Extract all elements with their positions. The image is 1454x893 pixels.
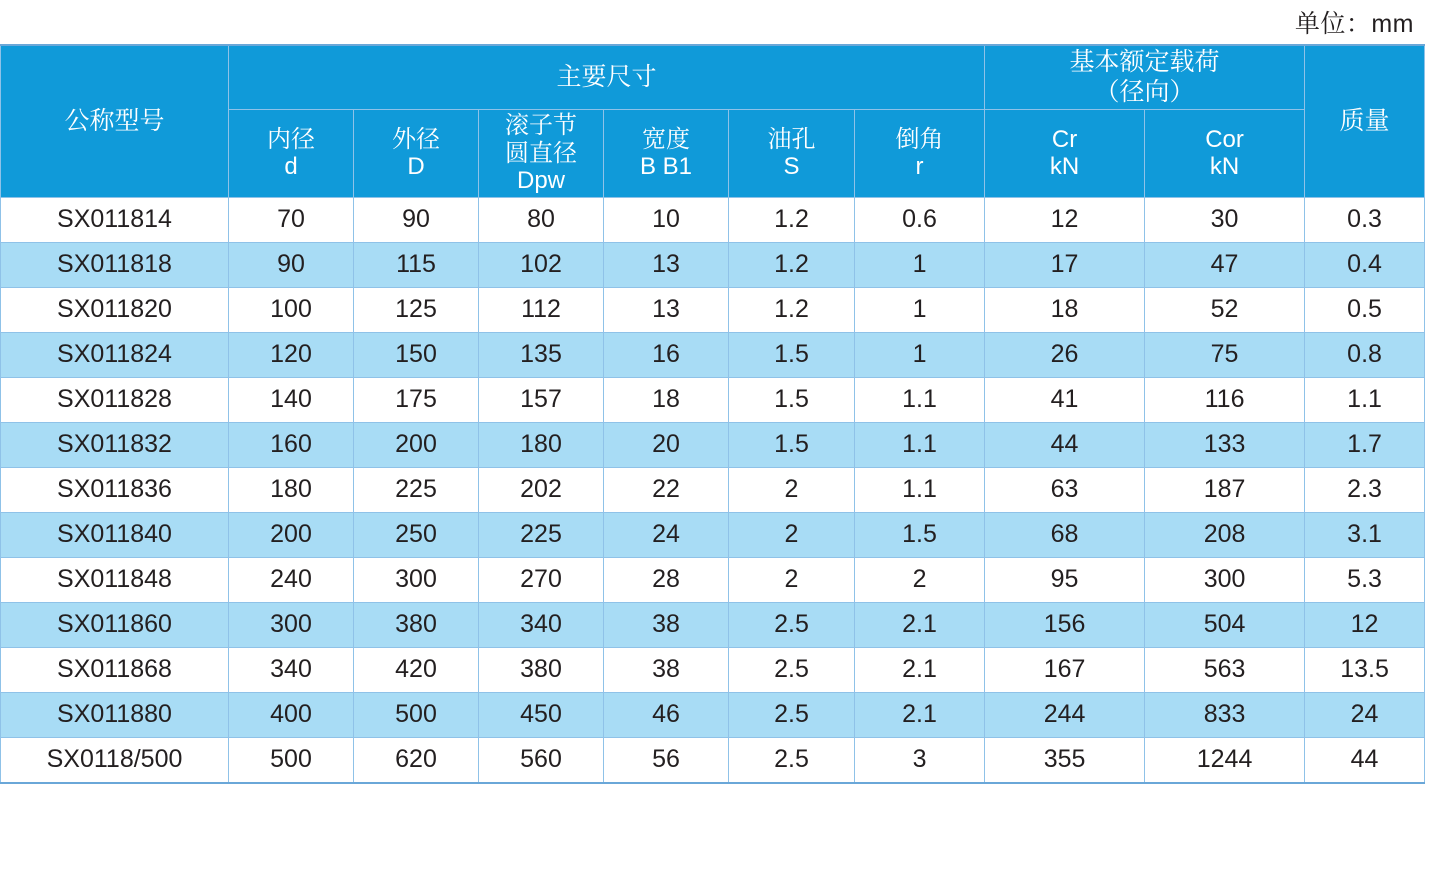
unit-note xyxy=(0,0,1424,44)
table-row xyxy=(1,512,1425,557)
cell-inner-diameter: 100 xyxy=(229,287,354,332)
cell-oil-hole: 1.2 xyxy=(729,287,855,332)
cell-cor: 75 xyxy=(1145,332,1305,377)
cell-model: SX011818 xyxy=(1,242,229,287)
cell-roller-pitch-diameter: 102 xyxy=(479,242,604,287)
header-col-cor-line2: kN xyxy=(1209,153,1240,181)
header-col-chamfer xyxy=(855,110,985,198)
cell-mass: 3.1 xyxy=(1305,512,1425,557)
cell-inner-diameter: 400 xyxy=(229,692,354,737)
cell-mass: 0.8 xyxy=(1305,332,1425,377)
cell-inner-diameter: 200 xyxy=(229,512,354,557)
cell-mass: 0.4 xyxy=(1305,242,1425,287)
table-row xyxy=(1,737,1425,783)
table-row xyxy=(1,467,1425,512)
header-group-basic-load-rating xyxy=(985,45,1305,110)
cell-roller-pitch-diameter: 202 xyxy=(479,467,604,512)
cell-chamfer: 1 xyxy=(855,242,985,287)
header-col-cor-line1: Cor xyxy=(1205,125,1244,153)
table-row xyxy=(1,602,1425,647)
header-group-mass: 质量 xyxy=(1305,45,1425,197)
cell-roller-pitch-diameter: 180 xyxy=(479,422,604,467)
cell-chamfer: 1.1 xyxy=(855,467,985,512)
header-col-cr xyxy=(985,110,1145,198)
table-row xyxy=(1,692,1425,737)
cell-width: 38 xyxy=(604,602,729,647)
cell-model: SX011820 xyxy=(1,287,229,332)
cell-roller-pitch-diameter: 112 xyxy=(479,287,604,332)
cell-inner-diameter: 240 xyxy=(229,557,354,602)
cell-mass: 44 xyxy=(1305,737,1425,783)
cell-chamfer: 1.1 xyxy=(855,377,985,422)
cell-mass: 13.5 xyxy=(1305,647,1425,692)
header-col-outer-diameter-line1: 外径 xyxy=(392,125,440,153)
cell-chamfer: 2.1 xyxy=(855,602,985,647)
cell-inner-diameter: 180 xyxy=(229,467,354,512)
cell-oil-hole: 2.5 xyxy=(729,692,855,737)
header-col-outer-diameter-line2: D xyxy=(407,153,425,181)
header-col-oil-hole-line1: 油孔 xyxy=(767,125,816,153)
cell-roller-pitch-diameter: 80 xyxy=(479,197,604,242)
cell-model: SX011836 xyxy=(1,467,229,512)
cell-width: 56 xyxy=(604,737,729,783)
cell-cr: 17 xyxy=(985,242,1145,287)
header-col-roller-pitch-diameter-line1: 滚子节 xyxy=(505,112,577,139)
cell-cor: 208 xyxy=(1145,512,1305,557)
cell-model: SX011848 xyxy=(1,557,229,602)
cell-outer-diameter: 300 xyxy=(354,557,479,602)
cell-model: SX011880 xyxy=(1,692,229,737)
table-row xyxy=(1,197,1425,242)
cell-mass: 1.7 xyxy=(1305,422,1425,467)
cell-model: SX011814 xyxy=(1,197,229,242)
cell-roller-pitch-diameter: 225 xyxy=(479,512,604,557)
table-head xyxy=(1,45,1454,197)
cell-roller-pitch-diameter: 340 xyxy=(479,602,604,647)
cell-model: SX0118/500 xyxy=(1,737,229,783)
cell-outer-diameter: 125 xyxy=(354,287,479,332)
header-col-outer-diameter xyxy=(354,110,479,198)
header-col-width-line2: B B1 xyxy=(639,153,693,181)
table-row xyxy=(1,332,1425,377)
header-col-inner-diameter xyxy=(229,110,354,198)
cell-model: SX011824 xyxy=(1,332,229,377)
cell-oil-hole: 1.5 xyxy=(729,422,855,467)
cell-width: 22 xyxy=(604,467,729,512)
cell-cor: 187 xyxy=(1145,467,1305,512)
cell-cr: 44 xyxy=(985,422,1145,467)
header-group-main-dimensions: 主要尺寸 xyxy=(229,45,985,110)
cell-width: 46 xyxy=(604,692,729,737)
header-col-roller-pitch-diameter-line3: Dpw xyxy=(516,167,565,195)
cell-inner-diameter: 300 xyxy=(229,602,354,647)
cell-inner-diameter: 140 xyxy=(229,377,354,422)
cell-width: 16 xyxy=(604,332,729,377)
cell-outer-diameter: 620 xyxy=(354,737,479,783)
cell-mass: 0.5 xyxy=(1305,287,1425,332)
cell-outer-diameter: 175 xyxy=(354,377,479,422)
cell-cor: 30 xyxy=(1145,197,1305,242)
cell-width: 28 xyxy=(604,557,729,602)
cell-outer-diameter: 380 xyxy=(354,602,479,647)
cell-cr: 95 xyxy=(985,557,1145,602)
cell-inner-diameter: 500 xyxy=(229,737,354,783)
cell-oil-hole: 2.5 xyxy=(729,737,855,783)
cell-cr: 355 xyxy=(985,737,1145,783)
cell-outer-diameter: 420 xyxy=(354,647,479,692)
header-col-chamfer-line2: r xyxy=(915,153,924,181)
cell-chamfer: 3 xyxy=(855,737,985,783)
cell-oil-hole: 1.2 xyxy=(729,197,855,242)
cell-inner-diameter: 90 xyxy=(229,242,354,287)
cell-chamfer: 1.5 xyxy=(855,512,985,557)
header-model: 公称型号 xyxy=(1,45,229,197)
cell-outer-diameter: 150 xyxy=(354,332,479,377)
cell-mass: 12 xyxy=(1305,602,1425,647)
cell-width: 13 xyxy=(604,287,729,332)
cell-roller-pitch-diameter: 270 xyxy=(479,557,604,602)
cell-roller-pitch-diameter: 560 xyxy=(479,737,604,783)
header-col-cor xyxy=(1145,110,1305,198)
header-col-width-line1: 宽度 xyxy=(642,125,690,153)
cell-oil-hole: 2.5 xyxy=(729,602,855,647)
cell-outer-diameter: 500 xyxy=(354,692,479,737)
cell-cor: 52 xyxy=(1145,287,1305,332)
cell-oil-hole: 1.5 xyxy=(729,332,855,377)
cell-model: SX011828 xyxy=(1,377,229,422)
cell-width: 24 xyxy=(604,512,729,557)
cell-oil-hole: 2 xyxy=(729,512,855,557)
cell-inner-diameter: 160 xyxy=(229,422,354,467)
cell-model: SX011840 xyxy=(1,512,229,557)
cell-mass: 2.3 xyxy=(1305,467,1425,512)
cell-mass: 24 xyxy=(1305,692,1425,737)
cell-cr: 156 xyxy=(985,602,1145,647)
cell-cor: 300 xyxy=(1145,557,1305,602)
cell-outer-diameter: 90 xyxy=(354,197,479,242)
cell-chamfer: 0.6 xyxy=(855,197,985,242)
cell-cor: 563 xyxy=(1145,647,1305,692)
header-group-load-line1: 基本额定载荷 xyxy=(1069,48,1220,76)
table-row xyxy=(1,557,1425,602)
cell-outer-diameter: 225 xyxy=(354,467,479,512)
cell-chamfer: 1.1 xyxy=(855,422,985,467)
cell-cor: 133 xyxy=(1145,422,1305,467)
cell-chamfer: 1 xyxy=(855,287,985,332)
table-body xyxy=(1,197,1425,783)
table-row xyxy=(1,287,1425,332)
cell-chamfer: 2 xyxy=(855,557,985,602)
cell-cor: 1244 xyxy=(1145,737,1305,783)
cell-cr: 167 xyxy=(985,647,1145,692)
cell-mass: 5.3 xyxy=(1305,557,1425,602)
table-row xyxy=(1,242,1425,287)
cell-roller-pitch-diameter: 380 xyxy=(479,647,604,692)
header-col-roller-pitch-diameter xyxy=(479,110,604,198)
cell-mass: 1.1 xyxy=(1305,377,1425,422)
cell-model: SX011860 xyxy=(1,602,229,647)
table-row xyxy=(1,422,1425,467)
cell-width: 13 xyxy=(604,242,729,287)
cell-model: SX011832 xyxy=(1,422,229,467)
cell-width: 38 xyxy=(604,647,729,692)
cell-cor: 47 xyxy=(1145,242,1305,287)
bearing-spec-table xyxy=(0,44,1454,784)
cell-outer-diameter: 115 xyxy=(354,242,479,287)
cell-width: 18 xyxy=(604,377,729,422)
cell-cr: 18 xyxy=(985,287,1145,332)
cell-chamfer: 2.1 xyxy=(855,647,985,692)
cell-inner-diameter: 70 xyxy=(229,197,354,242)
cell-cr: 41 xyxy=(985,377,1145,422)
header-col-inner-diameter-line1: 内径 xyxy=(267,125,315,153)
cell-cor: 833 xyxy=(1145,692,1305,737)
header-col-cr-line1: Cr xyxy=(1051,125,1078,153)
cell-width: 10 xyxy=(604,197,729,242)
header-col-cr-line2: kN xyxy=(1049,153,1080,181)
header-col-oil-hole xyxy=(729,110,855,198)
cell-oil-hole: 2.5 xyxy=(729,647,855,692)
header-group-load-line2: （径向） xyxy=(1094,77,1195,106)
cell-cor: 116 xyxy=(1145,377,1305,422)
header-col-oil-hole-line2: S xyxy=(783,153,800,181)
header-col-chamfer-line1: 倒角 xyxy=(895,125,944,153)
table-row xyxy=(1,377,1425,422)
header-row-groups xyxy=(1,45,1425,110)
header-col-roller-pitch-diameter-line2: 圆直径 xyxy=(505,139,577,167)
header-row-columns: 内径 d 外径 D 滚子节 圆直径 Dpw 宽度 B B1 油孔 S 倒角 r Cr kN Cor kN Kg xyxy=(1,110,1425,198)
cell-model: SX011868 xyxy=(1,647,229,692)
cell-oil-hole: 2 xyxy=(729,467,855,512)
cell-cr: 63 xyxy=(985,467,1145,512)
cell-cr: 68 xyxy=(985,512,1145,557)
header-col-width xyxy=(604,110,729,198)
cell-cr: 244 xyxy=(985,692,1145,737)
cell-oil-hole: 1.5 xyxy=(729,377,855,422)
cell-cor: 504 xyxy=(1145,602,1305,647)
header-col-inner-diameter-line2: d xyxy=(284,153,298,181)
cell-chamfer: 1 xyxy=(855,332,985,377)
cell-roller-pitch-diameter: 157 xyxy=(479,377,604,422)
cell-roller-pitch-diameter: 450 xyxy=(479,692,604,737)
cell-cr: 12 xyxy=(985,197,1145,242)
cell-inner-diameter: 340 xyxy=(229,647,354,692)
cell-cr: 26 xyxy=(985,332,1145,377)
cell-oil-hole: 1.2 xyxy=(729,242,855,287)
unit-note-text: 单位：mm xyxy=(1294,10,1414,38)
cell-chamfer: 2.1 xyxy=(855,692,985,737)
cell-roller-pitch-diameter: 135 xyxy=(479,332,604,377)
cell-mass: 0.3 xyxy=(1305,197,1425,242)
table-row xyxy=(1,647,1425,692)
cell-width: 20 xyxy=(604,422,729,467)
cell-inner-diameter: 120 xyxy=(229,332,354,377)
cell-outer-diameter: 250 xyxy=(354,512,479,557)
cell-oil-hole: 2 xyxy=(729,557,855,602)
cell-outer-diameter: 200 xyxy=(354,422,479,467)
